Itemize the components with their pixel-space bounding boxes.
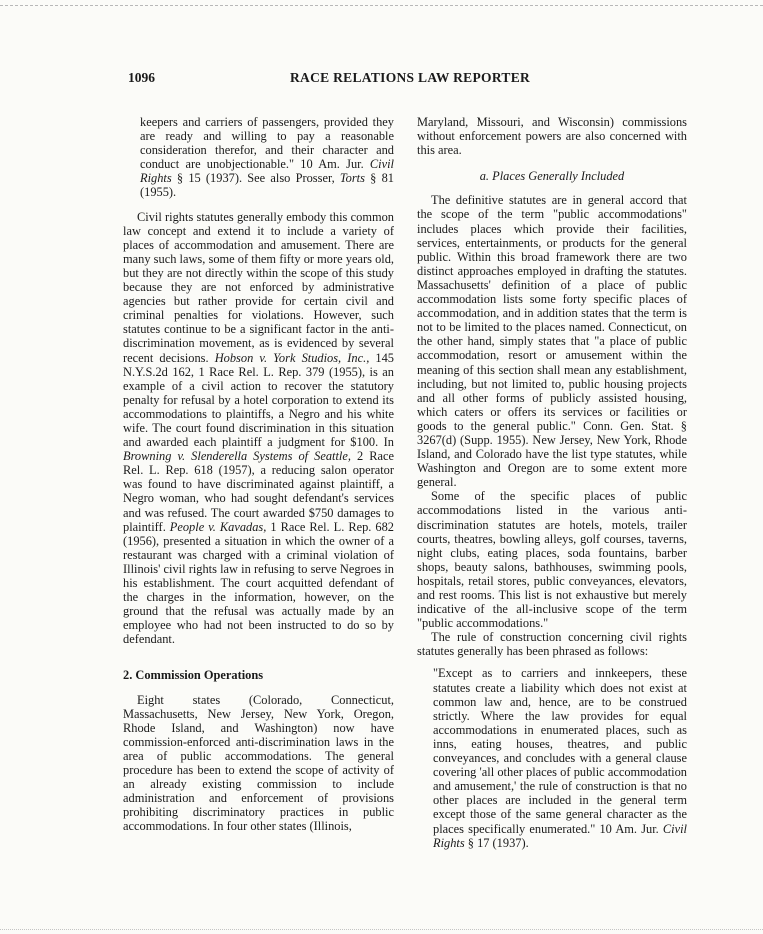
commission-paragraph: Eight states (Colorado, Connecticut, Massachusetts, New Jersey, New York, Oregon, Rhode Island, and Washington) now have commission-enforced anti-discrimination laws in the area of public accommodations. The general procedure has been to extend the scope of activity of an already existing commission to include administration and enforcement of provisions prohibiting discriminatory practices in public accommodations. In four other states (Illinois, xyxy=(123,692,394,834)
definitive-statutes-paragraph: The definitive statutes are in general accord that the scope of the term "public accommodations" includes places which provide their facilities, services, entertainments, or products for the general public. Within this broad framework there are two distinct approaches employed in drafting the statutes. Massachusetts' definition of a place of public accommodation lists some forty specific places of accommodation, and in addition states that the term is not to be limited to the places named. Connecticut, on the other hand, simply states that "a place of public accommodation, resort or amusement within the meaning of this section shall mean any establishment, including, but not limited to, public housing projects and all other forms of publicly assisted housing, which caters or offers its services or facilities or goods to the general public." Conn. Gen. Stat. § 3267(d) (Supp. 1955). New Jersey, New York, Rhode Island, and Colorado have the list type statutes, while Washington and Oregon are to some extent more general. xyxy=(417,193,687,490)
subheading: a. Places Generally Included xyxy=(479,169,625,184)
continued-paragraph: Maryland, Missouri, and Wisconsin) commissions without enforcement powers are also concerned with this area. xyxy=(417,115,687,158)
block-quote: "Except as to carriers and innkeepers, these statutes create a liability which does not exist at common law and, hence, are to be construed strictly. Where the law provides for equal accommodations in enumerated places, such as inns, eating houses, theatres, and public conveyances, and concludes with a general clause covering 'all other places of public accommodation and amusement,' the rule of construction is that no other places are included in the general term except those of the same general character as the places specifically enumerated." 10 Am. Jur. Civil Rights § 17 (1937). xyxy=(433,666,687,850)
running-head: RACE RELATIONS LAW REPORTER xyxy=(290,70,531,85)
rule-of-construction-paragraph: The rule of construction concerning civil rights statutes generally has been phrased as follows: xyxy=(417,630,687,659)
section-heading: 2. Commission Operations xyxy=(123,668,264,683)
left-column xyxy=(123,115,394,834)
scan-edge-top xyxy=(0,5,763,6)
right-column xyxy=(417,115,687,850)
page-header xyxy=(0,70,763,90)
continued-quote-paragraph: keepers and carriers of passengers, provided they are ready and willing to pay a reasonable consideration therefor, and their character and conduct are unobjectionable." 10 Am. Jur. Civil Rights § 15 (1937). See also Prosser, Torts § 81 (1955). xyxy=(140,115,394,200)
specific-places-paragraph: Some of the specific places of public accommodations listed in the various anti-discrimination statutes are hotels, motels, trailer courts, theatres, bowling alleys, golf courses, taverns, night clubs, eating places, soda fountains, barber shops, beauty salons, bathhouses, swimming pools, hospitals, retail stores, public conveyances, elevators, and rest rooms. This list is not exhaustive but merely indicative of the all-inclusive scope of the term "public accommodations." xyxy=(417,489,687,631)
civil-rights-paragraph: Civil rights statutes generally embody this common law concept and extend it to include a variety of places of accommodation and amusement. There are many such laws, some of them fifty or more years old, but they are not directly within the scope of this study because they are not enforced by administrative agencies but rather provide for certain civil and criminal penalties for violations. However, such statutes continue to be a significant factor in the anti-discrimination movement, as is evidenced by several recent decisions. Hobson v. York Studios, Inc., 145 N.Y.S.2d 162, 1 Race Rel. L. Rep. 379 (1955), is an example of a civil action to recover the statutory penalty for refusal by a hotel corporation to extend its accommodations to plaintiffs, a Negro and his white wife. The court found discrimination in this situation and awarded each plaintiff a judgment for $100. In Browning v. Slenderella Systems of Seattle, 2 Race Rel. L. Rep. 618 (1957), a reducing salon operator was found to have discriminated against plaintiff, a Negro woman, who had sought defendant's services and was refused. The court awarded $750 damages to plaintiff. People v. Kavadas, 1 Race Rel. L. Rep. 682 (1956), presented a situation in which the owner of a restaurant was charged with a criminal violation of Illinois' civil rights law in refusing to serve Negroes in his establishment. The court acquitted defendant of the charges in the information, however, on the ground that the refusal was actually made by an employee who had not been instructed to do so by defendant. xyxy=(123,209,395,647)
page-number: 1096 xyxy=(128,70,155,85)
scan-edge-bottom xyxy=(0,929,763,930)
